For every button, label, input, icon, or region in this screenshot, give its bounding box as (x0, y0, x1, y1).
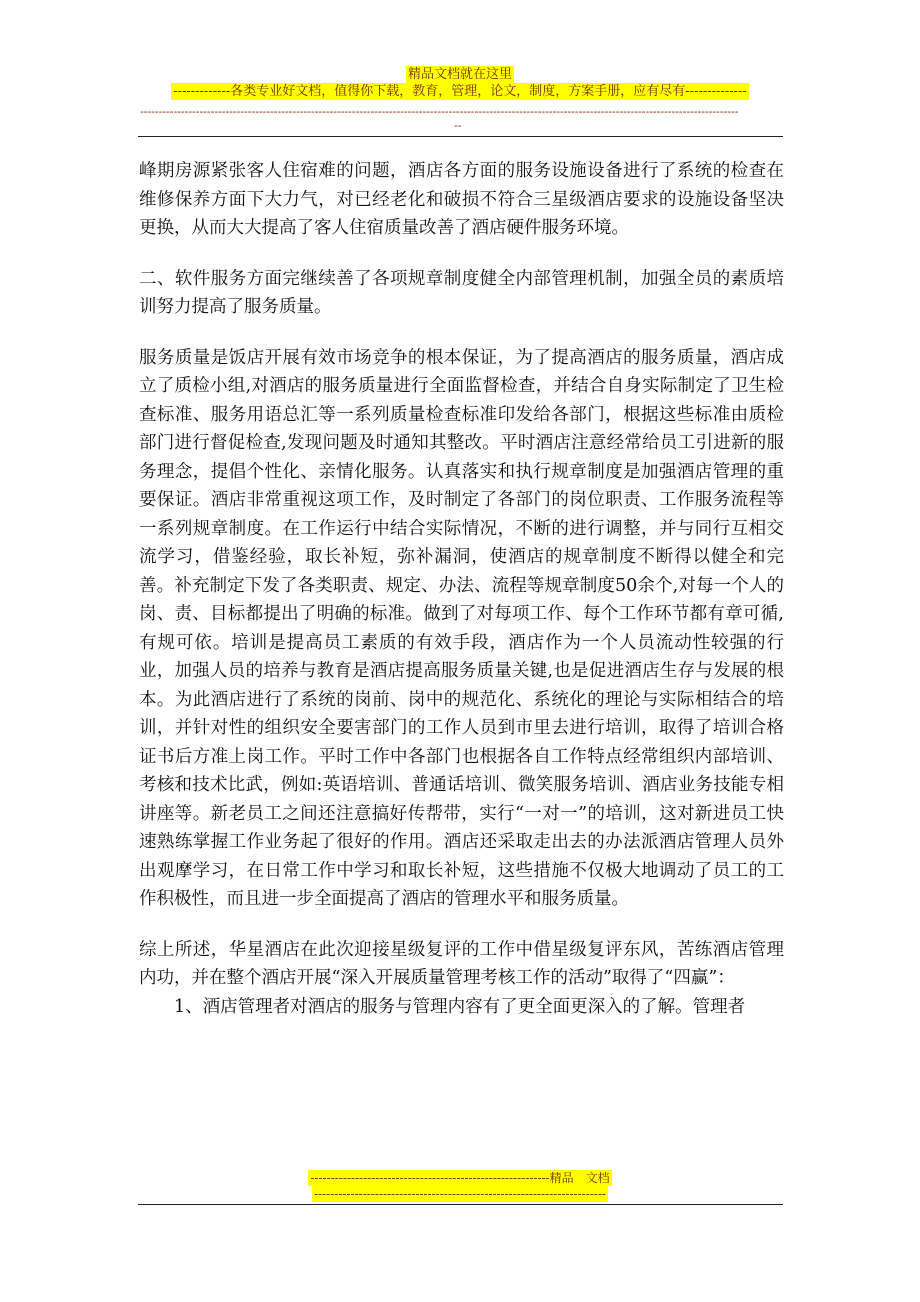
page-header (0, 66, 920, 100)
paragraph-summary: 综上所述，华星酒店在此次迎接星级复评的工作中借星级复评东风，苦练酒店管理内功，并在整个酒店开展“深入开展质量管理考核工作的活动”取得了“四赢”： (139, 939, 784, 988)
footer-line-1: -----------------------------------------------------------精品 文档 (310, 1171, 610, 1185)
page-footer (0, 1170, 920, 1202)
header-dash-line: ----------------------------------------------------------------------------------------------------------------------------------------------------------------- (140, 105, 739, 118)
header-title: 精品文档就在这里 (407, 67, 512, 82)
paragraph-hardware: 峰期房源紧张客人住宿难的问题，酒店各方面的服务设施设备进行了系统的检查在维修保养方面下大力气，对已经老化和破损不符合三星级酒店要求的设施设备坚决更换，从而大大提高了客人住宿质量改善了酒店硬件服务环境。 (139, 161, 784, 238)
paragraph-service-quality: 服务质量是饭店开展有效市场竞争的根本保证，为了提高酒店的服务质量，酒店成立了质检小组,对酒店的服务质量进行全面监督检查，并结合自身实际制定了卫生检查标准、服务用语总汇等一系列质量检查标准印发给各部门，根据这些标准由质检部门进行督促检查,发现问题及时通知其整改。平时酒店注意经常给员工引进新的服务理念，提倡个性化、亲情化服务。认真落实和执行规章制度是加强酒店管理的重要保证。酒店非常重视这项工作，及时制定了各部门的岗位职责、工作服务流程等一系列规章制度。在工作运行中结合实际情况，不断的进行调整，并与同行互相交流学习，借鉴经验，取长补短，弥补漏洞，使酒店的规章制度不断得以健全和完善。补充制定下发了各类职责、规定、办法、流程等规章制度50余个,对每一个人的岗、责、目标都提出了明确的标准。做到了对每项工作、每个工作环节都有章可循,有规可依。培训是提高员工素质的有效手段，酒店作为一个人员流动性较强的行业，加强人员的培养与教育是酒店提高服务质量关键,也是促进酒店生存与发展的根本。为此酒店进行了系统的岗前、岗中的规范化、系统化的理论与实际相结合的培训，并针对性的组织安全要害部门的工作人员到市里去进行培训，取得了培训合格证书后方准上岗工作。平时工作中各部门也根据各自工作特点经常组织内部培训、考核和技术比武，例如:英语培训、普通话培训、微笑服务培训、酒店业务技能专相讲座等。新老员工之间还注意搞好传帮带，实行“一对一”的培训，这对新进员工快速熟练掌握工作业务起了很好的作用。酒店还采取走出去的办法派酒店管理人员外出观摩学习，在日常工作中学习和取长补短，这些措施不仅极大地调动了员工的工作积极性，而且进一步全面提高了酒店的管理水平和服务质量。 (139, 347, 784, 909)
footer-divider (138, 1204, 783, 1205)
footer-line-2: ------------------------------------------------------------------------ (314, 1187, 606, 1201)
header-subtitle: -------------各类专业好文档，值得你下载，教育，管理，论文，制度，方案手册，应有尽有-------------- (173, 84, 747, 99)
header-divider (138, 136, 783, 137)
document-body (139, 157, 784, 1021)
paragraph-section-two-heading: 二、软件服务方面完继续善了各项规章制度健全内部管理机制，加强全员的素质培训努力提高了服务质量。 (139, 268, 784, 317)
header-dash-end: -- (454, 119, 462, 132)
paragraph-list-item-1: 1、酒店管理者对酒店的服务与管理内容有了更全面更深入的了解。管理者 (174, 996, 746, 1017)
